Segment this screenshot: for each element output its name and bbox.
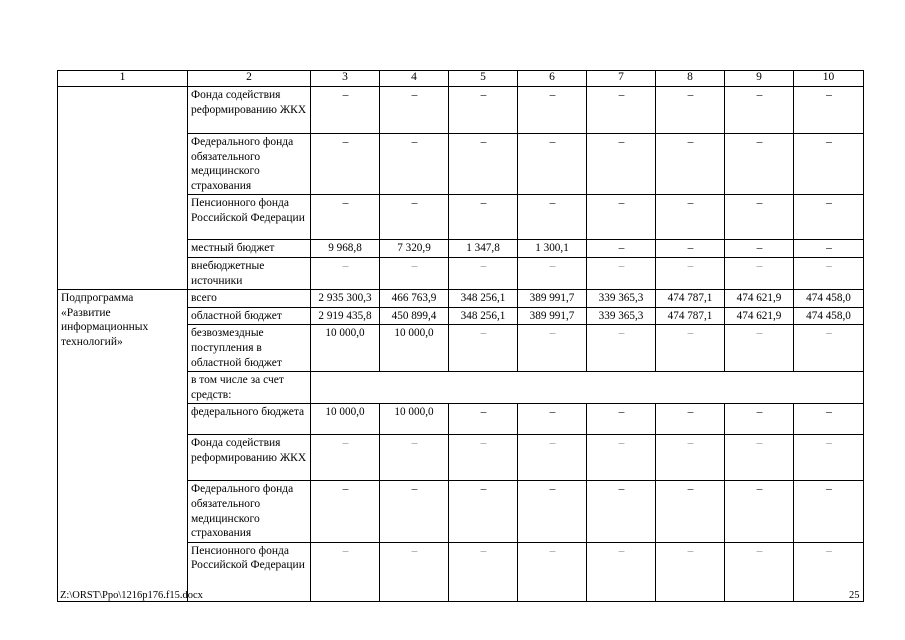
value-cell: – bbox=[449, 435, 518, 481]
value-cell: 474 621,9 bbox=[725, 290, 794, 308]
value-cell: – bbox=[794, 435, 864, 481]
value-cell: 339 365,3 bbox=[587, 307, 656, 325]
value-cell: – bbox=[656, 240, 725, 258]
program-cell-empty bbox=[58, 87, 188, 290]
value-cell: – bbox=[725, 195, 794, 240]
value-cell: 2 935 300,3 bbox=[311, 290, 380, 308]
value-cell: – bbox=[449, 134, 518, 195]
value-cell: – bbox=[587, 325, 656, 372]
value-cell: – bbox=[725, 435, 794, 481]
value-cell: – bbox=[725, 257, 794, 289]
value-cell: – bbox=[794, 134, 864, 195]
row-label: Федерального фонда обязательного медицинского страхования bbox=[188, 134, 311, 195]
row-label: всего bbox=[188, 290, 311, 308]
value-cell: – bbox=[311, 435, 380, 481]
value-cell: – bbox=[380, 134, 449, 195]
value-cell: – bbox=[794, 195, 864, 240]
value-cell: – bbox=[656, 404, 725, 435]
value-cell: – bbox=[311, 481, 380, 542]
value-cell: – bbox=[518, 325, 587, 372]
value-cell: – bbox=[518, 134, 587, 195]
value-cell: – bbox=[449, 481, 518, 542]
col-header: 10 bbox=[794, 71, 864, 87]
value-cell: – bbox=[725, 134, 794, 195]
col-header: 2 bbox=[188, 71, 311, 87]
value-cell: – bbox=[587, 435, 656, 481]
value-cell: 10 000,0 bbox=[380, 404, 449, 435]
value-cell: 474 787,1 bbox=[656, 290, 725, 308]
value-cell: – bbox=[518, 195, 587, 240]
value-cell: – bbox=[794, 240, 864, 258]
file-path: Z:\ORST\Ppo\1216p176.f15.docx bbox=[60, 590, 203, 601]
value-cell: – bbox=[656, 257, 725, 289]
value-cell: – bbox=[587, 134, 656, 195]
value-cell: – bbox=[311, 87, 380, 134]
row-label: Пенсионного фонда Российской Федерации bbox=[188, 542, 311, 601]
value-cell: – bbox=[380, 87, 449, 134]
col-header: 4 bbox=[380, 71, 449, 87]
value-cell: – bbox=[794, 257, 864, 289]
value-cell: – bbox=[656, 435, 725, 481]
value-cell: – bbox=[725, 325, 794, 372]
value-cell: – bbox=[518, 87, 587, 134]
value-cell: – bbox=[518, 404, 587, 435]
col-header: 5 bbox=[449, 71, 518, 87]
value-cell: 9 968,8 bbox=[311, 240, 380, 258]
value-cell: – bbox=[518, 435, 587, 481]
value-cell: – bbox=[794, 325, 864, 372]
col-header: 1 bbox=[58, 71, 188, 87]
col-header: 6 bbox=[518, 71, 587, 87]
value-cell: – bbox=[725, 542, 794, 601]
value-cell: – bbox=[587, 87, 656, 134]
value-cell: 389 991,7 bbox=[518, 307, 587, 325]
col-header: 9 bbox=[725, 71, 794, 87]
value-cell: 339 365,3 bbox=[587, 290, 656, 308]
row-label: местный бюджет bbox=[188, 240, 311, 258]
row-label: федерального бюджета bbox=[188, 404, 311, 435]
value-cell: – bbox=[380, 195, 449, 240]
subprogram-title: Подпрограмма «Развитие информационных технологий» bbox=[58, 290, 188, 602]
header-row bbox=[58, 71, 864, 87]
value-cell: 7 320,9 bbox=[380, 240, 449, 258]
value-cell: – bbox=[794, 481, 864, 542]
row-label: Федерального фонда обязательного медицинского страхования bbox=[188, 481, 311, 542]
value-cell: – bbox=[725, 481, 794, 542]
value-cell: – bbox=[794, 404, 864, 435]
value-cell: – bbox=[794, 87, 864, 134]
value-cell: 348 256,1 bbox=[449, 307, 518, 325]
value-cell: – bbox=[449, 542, 518, 601]
row-label: областной бюджет bbox=[188, 307, 311, 325]
value-cell: – bbox=[311, 134, 380, 195]
value-cell: – bbox=[587, 257, 656, 289]
value-cell: 474 787,1 bbox=[656, 307, 725, 325]
value-cell: 10 000,0 bbox=[380, 325, 449, 372]
value-cell: 2 919 435,8 bbox=[311, 307, 380, 325]
value-cell: – bbox=[380, 435, 449, 481]
page-number: 25 bbox=[849, 590, 860, 601]
table-row bbox=[58, 87, 864, 134]
value-cell: 450 899,4 bbox=[380, 307, 449, 325]
value-cell: – bbox=[656, 542, 725, 601]
col-header: 8 bbox=[656, 71, 725, 87]
value-cell: – bbox=[725, 404, 794, 435]
value-cell: – bbox=[380, 257, 449, 289]
value-cell: – bbox=[656, 195, 725, 240]
row-label: Фонда содействия реформированию ЖКХ bbox=[188, 435, 311, 481]
value-cell: 10 000,0 bbox=[311, 404, 380, 435]
value-cell: – bbox=[449, 195, 518, 240]
row-label: безвозмездные поступления в областной бюджет bbox=[188, 325, 311, 372]
value-cell: – bbox=[449, 87, 518, 134]
value-cell: 10 000,0 bbox=[311, 325, 380, 372]
value-cell: – bbox=[656, 481, 725, 542]
value-cell: – bbox=[518, 481, 587, 542]
value-cell: – bbox=[656, 134, 725, 195]
value-cell: – bbox=[587, 195, 656, 240]
row-label: Пенсионного фонда Российской Федерации bbox=[188, 195, 311, 240]
value-cell: 1 300,1 bbox=[518, 240, 587, 258]
value-cell: – bbox=[311, 542, 380, 601]
value-cell: – bbox=[449, 404, 518, 435]
value-cell: 474 458,0 bbox=[794, 290, 864, 308]
value-cell: – bbox=[587, 404, 656, 435]
col-header: 3 bbox=[311, 71, 380, 87]
value-cell: – bbox=[518, 542, 587, 601]
value-cell: – bbox=[311, 257, 380, 289]
value-cell: 474 621,9 bbox=[725, 307, 794, 325]
value-cell: 348 256,1 bbox=[449, 290, 518, 308]
value-cell: 466 763,9 bbox=[380, 290, 449, 308]
col-header: 7 bbox=[587, 71, 656, 87]
row-label: в том числе за счет средств: bbox=[188, 372, 311, 404]
value-cell: 474 458,0 bbox=[794, 307, 864, 325]
budget-table bbox=[57, 70, 864, 602]
value-cell: – bbox=[794, 542, 864, 601]
value-cell: – bbox=[725, 240, 794, 258]
table-row bbox=[58, 290, 864, 308]
row-label: Фонда содействия реформированию ЖКХ bbox=[188, 87, 311, 134]
value-cell: 389 991,7 bbox=[518, 290, 587, 308]
value-cell: 1 347,8 bbox=[449, 240, 518, 258]
value-cell: – bbox=[656, 325, 725, 372]
value-cell: – bbox=[518, 257, 587, 289]
empty-merged-cell bbox=[311, 372, 864, 404]
value-cell: – bbox=[449, 257, 518, 289]
value-cell: – bbox=[449, 325, 518, 372]
value-cell: – bbox=[725, 87, 794, 134]
value-cell: – bbox=[380, 481, 449, 542]
value-cell: – bbox=[380, 542, 449, 601]
value-cell: – bbox=[587, 542, 656, 601]
value-cell: – bbox=[587, 481, 656, 542]
value-cell: – bbox=[587, 240, 656, 258]
value-cell: – bbox=[311, 195, 380, 240]
row-label: внебюджетные источники bbox=[188, 257, 311, 289]
value-cell: – bbox=[656, 87, 725, 134]
